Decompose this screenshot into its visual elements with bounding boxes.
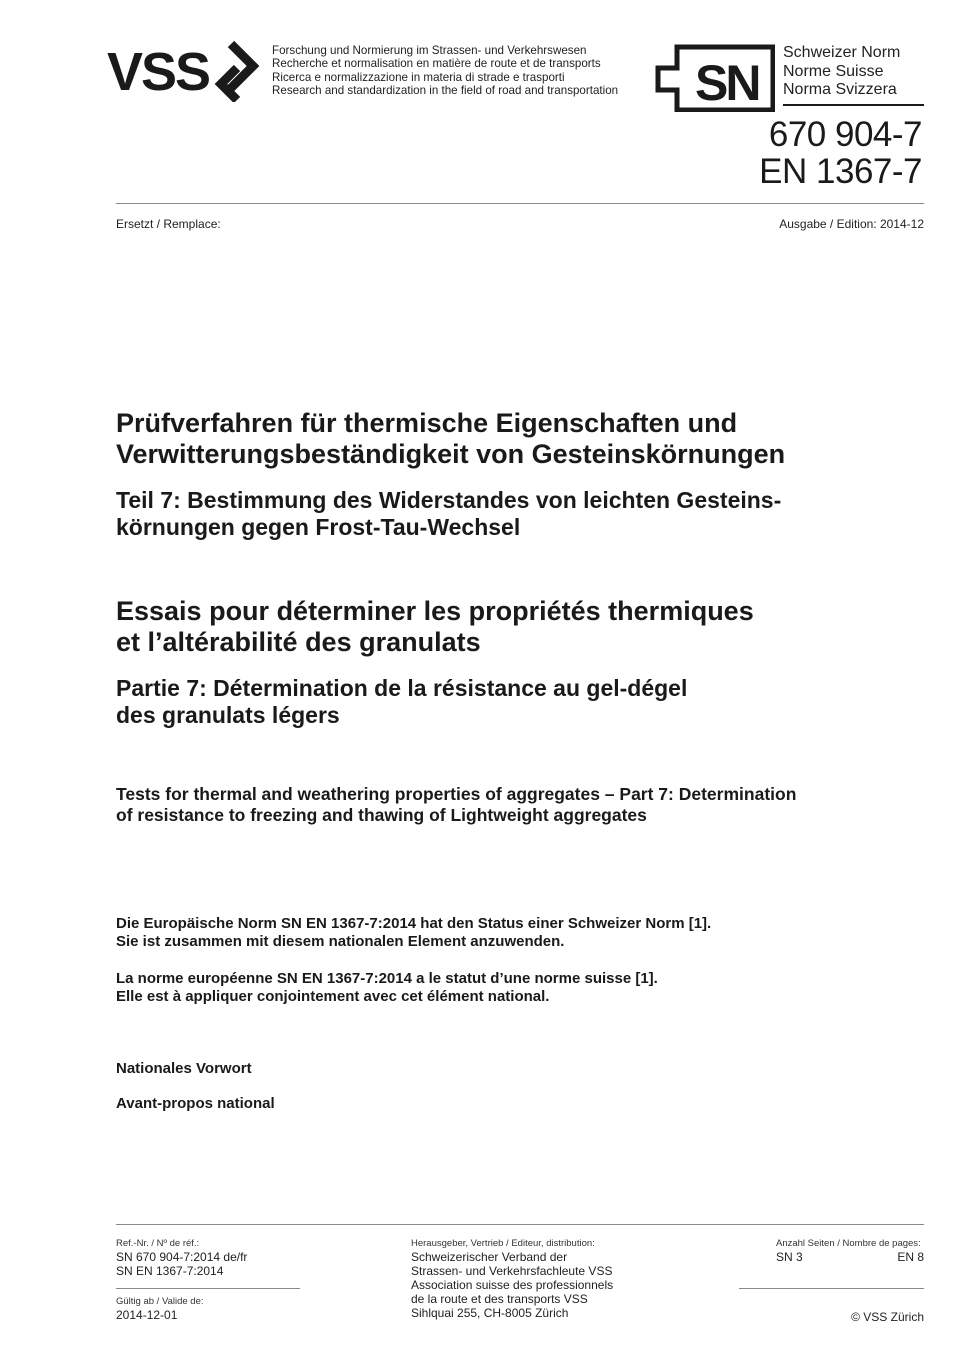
title-line: Teil 7: Bestimmung des Widerstandes von leichten Gesteins-: [116, 487, 782, 513]
title-de-sub: [116, 487, 906, 541]
en-document-number: EN 1367-7: [759, 152, 922, 191]
note-line: Elle est à appliquer conjointement avec cet élément national.: [116, 987, 550, 1005]
sn-norm-names: [783, 44, 900, 100]
vss-logo: [107, 40, 267, 102]
title-fr-main: [116, 596, 906, 658]
title-line: et l’altérabilité des granulats: [116, 627, 481, 657]
validity-label: Gültig ab / Valide de:: [116, 1296, 204, 1307]
publisher-block: [411, 1238, 613, 1320]
reference-divider: [116, 1288, 300, 1289]
publisher-label: Herausgeber, Vertrieb / Editeur, distribution:: [411, 1238, 595, 1249]
sn-logo-text: SN: [695, 55, 759, 111]
title-line: Verwitterungsbeständigkeit von Gesteinskörnungen: [116, 439, 786, 469]
title-en: [116, 784, 916, 826]
foreword-heading-fr: Avant-propos national: [116, 1095, 275, 1112]
document-number-block: [759, 116, 922, 190]
sn-swiss-cross-logo: [655, 44, 775, 112]
page-count-block: [776, 1238, 924, 1264]
title-line: körnungen gegen Frost-Tau-Wechsel: [116, 514, 521, 540]
title-line: Essais pour déterminer les propriétés thermiques: [116, 596, 754, 626]
publisher-line: de la route et des transports VSS: [411, 1292, 588, 1306]
vss-tagline: [272, 44, 618, 98]
tagline-line: Ricerca e normalizzazione in materia di strade e trasporti: [272, 70, 565, 84]
reference-value: SN EN 1367-7:2014: [116, 1264, 224, 1278]
publisher-line: Schweizerischer Verband der: [411, 1250, 568, 1264]
norm-name-it: Norma Svizzera: [783, 81, 897, 98]
page-count-divider: [739, 1288, 924, 1289]
page-count-sn: SN 3: [776, 1250, 803, 1264]
publisher-line: Sihlquai 255, CH-8005 Zürich: [411, 1306, 569, 1320]
publisher-line: Strassen- und Verkehrsfachleute VSS: [411, 1264, 613, 1278]
header-divider: [116, 203, 924, 204]
tagline-line: Research and standardization in the field of road and transportation: [272, 84, 619, 98]
validity-date: 2014-12-01: [116, 1308, 178, 1322]
page-count-label: Anzahl Seiten / Nombre de pages:: [776, 1238, 921, 1249]
tagline-line: Forschung und Normierung im Strassen- und Verkehrswesen: [272, 44, 587, 57]
title-line: Prüfverfahren für thermische Eigenschaften und: [116, 408, 738, 438]
status-note-fr: [116, 970, 916, 1005]
page-count-en: EN 8: [897, 1250, 924, 1264]
status-note-de: [116, 915, 916, 950]
title-fr-sub: [116, 675, 906, 729]
norm-name-fr: Norme Suisse: [783, 62, 884, 80]
publisher-line: Association suisse des professionnels: [411, 1278, 614, 1292]
title-line: des granulats légers: [116, 702, 340, 728]
note-line: La norme européenne SN EN 1367-7:2014 a le statut d’une norme suisse [1].: [116, 970, 658, 987]
norm-name-de: Schweizer Norm: [783, 44, 901, 61]
reference-block: [116, 1238, 247, 1278]
title-line: Partie 7: Détermination de la résistance au gel-dégel: [116, 675, 688, 701]
edition-label: Ausgabe / Edition: 2014-12: [779, 217, 924, 231]
title-de-main: [116, 408, 906, 470]
title-line: Tests for thermal and weathering properties of aggregates – Part 7: Determination: [116, 784, 797, 804]
validity-block: [116, 1296, 204, 1322]
note-line: Die Europäische Norm SN EN 1367-7:2014 hat den Status einer Schweizer Norm [1].: [116, 915, 712, 932]
reference-value: SN 670 904-7:2014 de/fr: [116, 1250, 248, 1264]
vss-logo-text: VSS: [107, 42, 210, 102]
foreword-heading-de: Nationales Vorwort: [116, 1060, 252, 1077]
note-line: Sie ist zusammen mit diesem nationalen Element anzuwenden.: [116, 932, 565, 950]
reference-label: Ref.-Nr. / Nº de réf.:: [116, 1238, 200, 1249]
footer-divider: [116, 1224, 924, 1225]
sn-names-underline: [783, 104, 924, 106]
sn-document-number: 670 904-7: [768, 115, 922, 154]
copyright: © VSS Zürich: [851, 1310, 924, 1324]
tagline-line: Recherche et normalisation en matière de route et de transports: [272, 57, 601, 71]
replaces-label: Ersetzt / Remplace:: [116, 217, 221, 231]
title-line: of resistance to freezing and thawing of Lightweight aggregates: [116, 805, 647, 825]
